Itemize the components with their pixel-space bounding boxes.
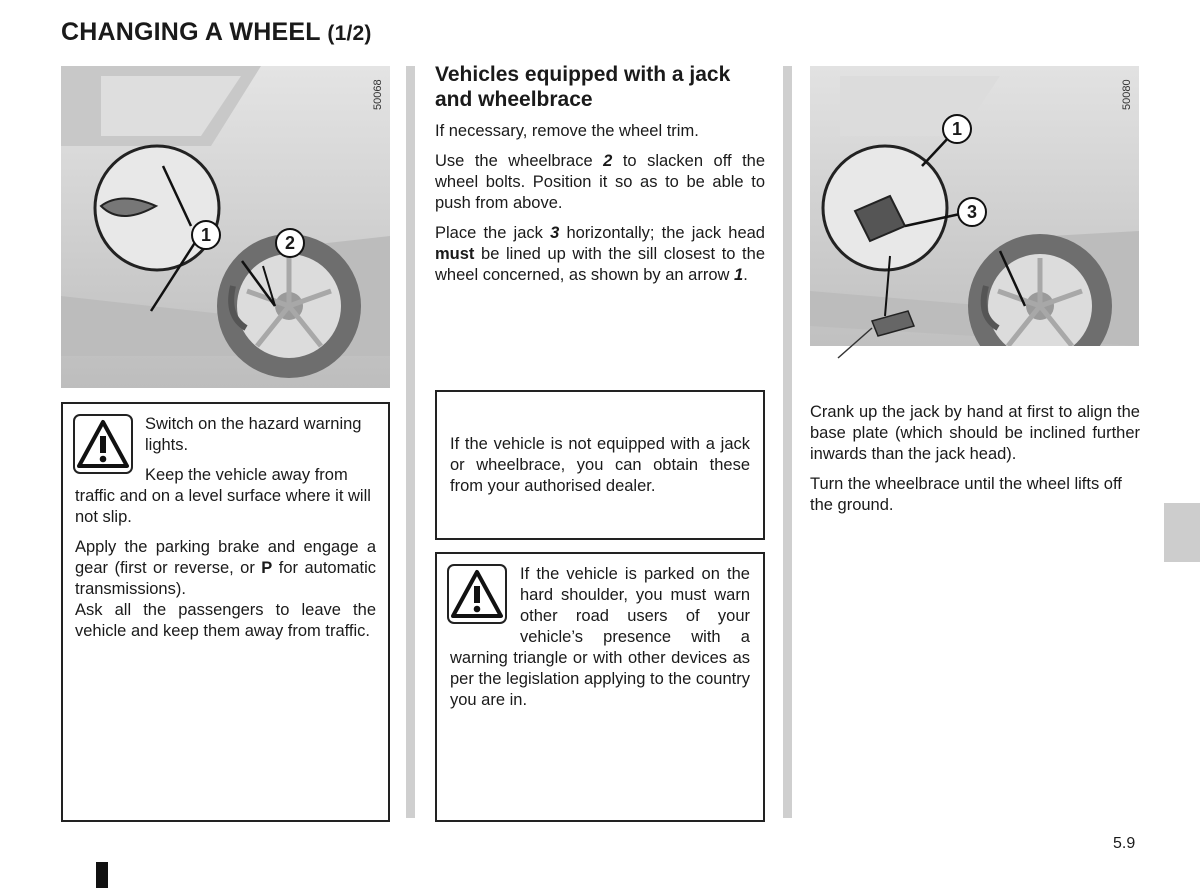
warning-triangle-icon: [73, 414, 133, 474]
figure-code-left: 50068: [372, 79, 384, 110]
wheelbrace-text: Use the wheelbrace 2 to slacken off the wheel bolts. Position it so as to be able to push from above.: [435, 152, 766, 212]
crank-jack-text: Crank up the jack by hand at first to align the base plate (which should be inclined further inwards than the jack head).: [810, 403, 1140, 463]
column-separator-2: [783, 66, 792, 818]
page-number: 5.9: [1113, 835, 1136, 852]
car-illustration-right: [810, 66, 1139, 388]
callout-1-right: 1: [942, 114, 972, 144]
callout-2-left: 2: [275, 228, 305, 258]
title-text: CHANGING A WHEEL: [61, 18, 321, 46]
column-separator-1: [406, 66, 415, 818]
info-box: [435, 390, 765, 540]
callout-1-left: 1: [191, 220, 221, 250]
warning-box-middle: [435, 552, 765, 822]
section-heading: Vehicles equipped with a jack and wheelbrace: [435, 63, 731, 111]
warning-triangle-icon: [447, 564, 507, 624]
keep-away-text-a: Keep the vehicle away from: [145, 466, 348, 484]
passengers-text: Ask all the passengers to leave the vehicle and keep them away from traffic.: [75, 601, 376, 640]
hard-shoulder-warning-text: If the vehicle is parked on the hard shoulder, you must warn other road users of your vehicle’s presence with a warning triangle or with other devices as per the legislation applying to the country you are in.: [450, 565, 750, 709]
title-suffix: (1/2): [327, 22, 372, 45]
wheel-trim-text: If necessary, remove the wheel trim.: [435, 122, 699, 140]
chapter-tab: [1164, 503, 1200, 562]
car-illustration-left: [61, 66, 390, 388]
hazard-warning-text: Switch on the hazard warning lights.: [145, 415, 362, 454]
page-title: [61, 18, 372, 47]
lift-wheel-text: Turn the wheelbrace until the wheel lifts off the ground.: [810, 475, 1122, 514]
figure-jack: [810, 66, 1139, 388]
info-box-text: If the vehicle is not equipped with a jack or wheelbrace, you can obtain these from your authorised dealer.: [450, 435, 750, 495]
middle-text: [435, 121, 765, 286]
right-text: [810, 402, 1140, 516]
parking-brake-text: Apply the parking brake and engage a gear (first or reverse, or P for automatic transmissions).: [75, 538, 376, 598]
figure-wheelbrace: [61, 66, 390, 388]
jack-placement-text: Place the jack 3 horizontally; the jack head must be lined up with the sill closest to the wheel concerned, as shown by an arrow 1.: [435, 224, 765, 284]
figure-code-right: 50080: [1121, 79, 1133, 110]
warning-box-left: [61, 402, 390, 822]
callout-3-right: 3: [957, 197, 987, 227]
corner-mark: [96, 862, 108, 888]
keep-away-text-b: traffic and on a level surface where it will not slip.: [75, 487, 371, 526]
